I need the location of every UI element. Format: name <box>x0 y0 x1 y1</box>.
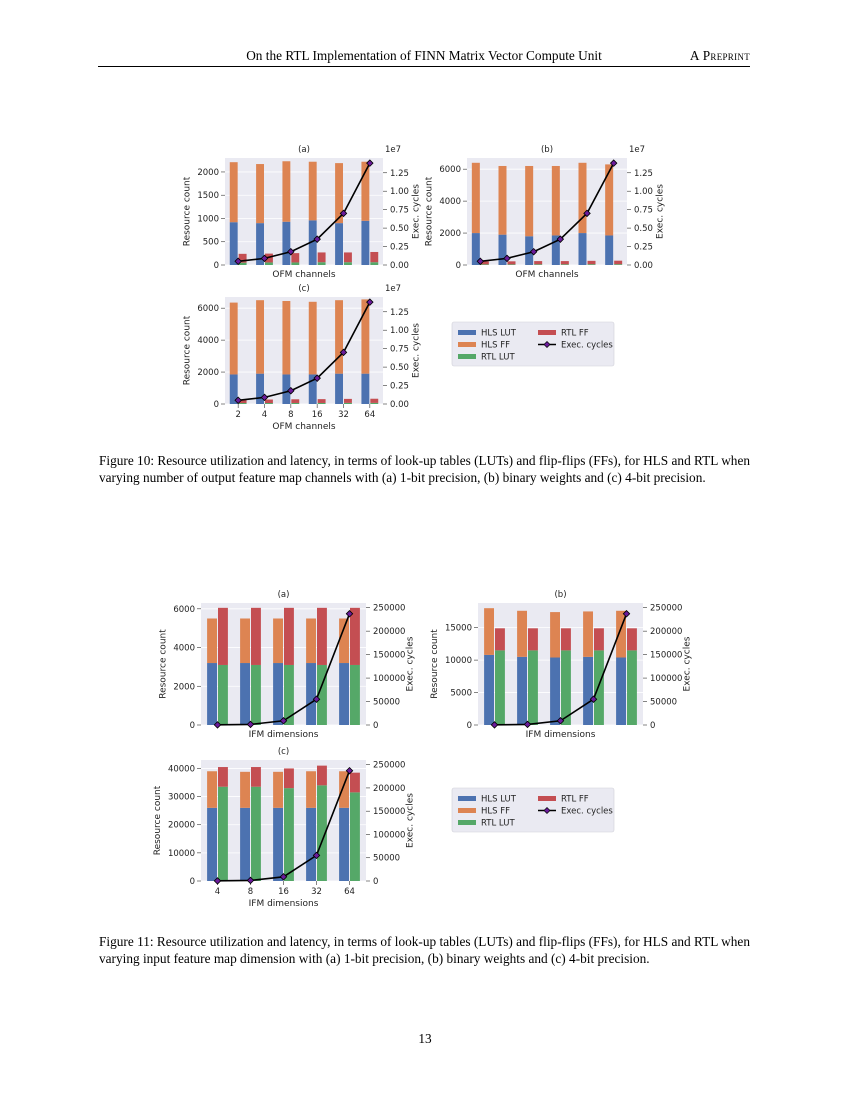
fig11-chart-b-bar-hls-lut <box>484 655 494 725</box>
fig11-chart-c-ytick-label: 0 <box>189 877 195 887</box>
fig11-chart-c-bar-hls-lut <box>240 808 250 881</box>
fig11-chart-b-y2tick-label: 0 <box>650 721 656 731</box>
page-number: 13 <box>418 1031 432 1046</box>
fig10-chart-c-bar-rtl-ff <box>318 399 326 403</box>
fig11-chart-b-bar-hls-lut <box>517 657 527 725</box>
fig10-chart-b-panel-title: (b) <box>540 145 554 155</box>
fig10-chart-a-ytick-label: 500 <box>202 237 219 248</box>
fig10-chart-b-bar-rtl-ff <box>588 261 596 264</box>
fig11-chart-b-bar-rtl-lut <box>627 650 637 725</box>
fig11-chart-c-panel-title: (c) <box>277 747 290 757</box>
fig10-chart-a-y2tick-label: 0.50 <box>390 224 409 235</box>
fig11-chart-a-bar-rtl-ff <box>317 608 327 665</box>
fig11-chart-b-ytick-label: 10000 <box>444 656 472 667</box>
fig10-chart-a <box>182 145 421 280</box>
fig11-chart-a-bar-rtl-ff <box>218 608 228 665</box>
fig11-chart-b-bar-hls-lut <box>616 658 626 725</box>
fig11-chart-a-y2tick-label: 250000 <box>373 603 406 614</box>
fig10-chart-b-bar-rtl-lut <box>481 264 489 265</box>
fig11-chart-b-bar-rtl-ff <box>627 628 637 650</box>
fig10-legend-label-exec: Exec. cycles <box>561 340 613 351</box>
fig10-chart-b-bar-rtl-ff <box>534 261 542 264</box>
fig11-chart-b-bar-rtl-ff <box>528 628 538 650</box>
fig10-chart-b-y2label: Exec. cycles <box>655 184 666 239</box>
fig11-chart-b-bar-rtl-ff <box>594 628 604 650</box>
fig11-chart-c-y2tick-label: 150000 <box>373 807 406 818</box>
fig10-legend-swatch-hls_lut <box>458 330 476 335</box>
fig11-chart-a-bar-hls-ff <box>240 618 250 663</box>
fig10-chart-c-y2-exponent: 1e7 <box>385 284 402 294</box>
fig10-chart-a-bar-hls-ff <box>282 161 290 221</box>
fig10-chart-a-bar-rtl-lut <box>370 262 378 265</box>
fig11-chart-a-ytick-label: 4000 <box>173 643 195 654</box>
fig11-chart-c-ytick-label: 40000 <box>167 764 195 775</box>
fig11-legend-label-hls_lut: HLS LUT <box>481 794 516 805</box>
fig11-chart-a <box>158 590 415 740</box>
fig11-chart-c-xtick-label: 32 <box>311 887 322 897</box>
fig10-chart-a-y2tick-label: 0.25 <box>390 242 409 253</box>
fig11-chart-a-bar-hls-ff <box>273 618 283 663</box>
fig10-chart-a-bar-rtl-lut <box>291 262 299 265</box>
fig11-chart-a-bar-rtl-ff <box>251 608 261 665</box>
fig10-chart-b-bar-hls-ff <box>552 166 560 235</box>
fig11-chart-c-y2tick-label: 0 <box>373 877 379 887</box>
fig11-chart-b-bar-hls-ff <box>517 611 527 657</box>
fig10-chart-a-bar-hls-ff <box>230 162 238 222</box>
fig11-chart-c-y2tick-label: 200000 <box>373 783 406 794</box>
fig11-chart-b-y2tick-label: 100000 <box>650 674 683 685</box>
fig11-chart-b-bar-rtl-lut <box>528 650 538 725</box>
fig11-chart-a-ytick-label: 6000 <box>173 604 195 615</box>
fig11-chart-a-bar-hls-ff <box>339 618 349 663</box>
fig10-chart-b-bar-hls-ff <box>605 164 613 235</box>
fig11-chart-a-ylabel: Resource count <box>158 629 169 699</box>
fig11-chart-a-bar-hls-lut <box>306 663 316 725</box>
fig11-chart-a-y2tick-label: 0 <box>373 721 379 731</box>
fig10-chart-a-bar-hls-lut <box>230 222 238 265</box>
fig10-chart-b-y2tick-label: 0.00 <box>634 261 653 271</box>
fig10-chart-c-ytick-label: 6000 <box>197 304 219 315</box>
fig10-legend-label-hls_ff: HLS FF <box>481 340 511 351</box>
fig10-chart-b-ylabel: Resource count <box>424 176 435 247</box>
fig11-chart-c-bar-hls-ff <box>240 772 250 808</box>
fig10-chart-b-ytick-label: 4000 <box>439 197 461 208</box>
fig11-chart-a-bar-hls-lut <box>339 663 349 725</box>
fig10-legend-swatch-rtl_lut <box>458 354 476 359</box>
fig11-chart-c-bar-rtl-lut <box>350 792 360 881</box>
fig11-chart-c-bar-hls-ff <box>306 771 316 808</box>
fig11-chart-c-bar-rtl-ff <box>218 767 228 787</box>
fig10-chart-c-ylabel: Resource count <box>182 315 193 386</box>
fig10-chart-b-y2tick-label: 1.00 <box>634 187 653 198</box>
fig10-chart-a-xlabel: OFM channels <box>272 270 336 280</box>
fig10-chart-b-xlabel: OFM channels <box>515 270 579 280</box>
fig11-chart-a-bar-hls-ff <box>207 618 217 663</box>
fig11-legend-label-rtl_ff: RTL FF <box>561 794 589 805</box>
fig11-chart-a-bar-hls-lut <box>240 663 250 725</box>
fig10-chart-c-bar-hls-ff <box>335 300 343 373</box>
fig11-chart-c <box>153 747 415 909</box>
figure-11-charts <box>0 585 850 915</box>
fig10-chart-a-bar-rtl-lut <box>265 262 273 265</box>
fig10-chart-c-xtick-label: 8 <box>288 410 294 420</box>
fig10-chart-c-ytick-label: 0 <box>213 400 219 410</box>
fig10-legend-label-hls_lut: HLS LUT <box>481 328 516 339</box>
fig11-chart-a-bar-rtl-lut <box>218 665 228 725</box>
fig10-chart-c-bar-rtl-lut <box>239 403 247 404</box>
fig10-legend <box>452 322 614 366</box>
fig10-chart-b-bar-hls-lut <box>579 233 587 265</box>
fig11-chart-c-ytick-label: 10000 <box>167 848 195 859</box>
fig11-chart-c-y2tick-label: 250000 <box>373 760 406 771</box>
fig11-legend-label-exec: Exec. cycles <box>561 806 613 817</box>
fig10-chart-b-bar-rtl-lut <box>534 264 542 265</box>
fig10-chart-c-y2tick-label: 0.00 <box>390 400 409 410</box>
fig10-chart-c-bar-rtl-lut <box>370 403 378 404</box>
fig10-chart-c-bar-hls-ff <box>230 303 238 375</box>
fig10-chart-a-y2tick-label: 0.00 <box>390 261 409 271</box>
fig11-chart-b-bar-rtl-lut <box>561 650 571 725</box>
fig11-chart-b-ytick-label: 0 <box>466 721 472 731</box>
fig10-chart-b-bar-hls-ff <box>525 166 533 236</box>
fig11-chart-c-bar-rtl-lut <box>251 787 261 881</box>
fig10-chart-c-bar-hls-lut <box>256 374 264 404</box>
fig11-chart-b-bar-rtl-lut <box>495 650 505 725</box>
fig10-chart-b-bar-rtl-lut <box>508 264 516 265</box>
fig11-legend-swatch-rtl_ff <box>538 796 556 801</box>
fig10-chart-a-y2tick-label: 1.25 <box>390 168 409 179</box>
fig10-chart-b-y2tick-label: 0.50 <box>634 224 653 235</box>
fig10-legend-swatch-hls_ff <box>458 342 476 347</box>
fig10-chart-a-plot-area <box>225 158 383 265</box>
fig11-chart-c-bar-rtl-ff <box>284 768 294 788</box>
fig11-chart-c-xlabel: IFM dimensions <box>248 899 319 909</box>
fig11-chart-c-bar-hls-lut <box>339 808 349 881</box>
fig10-chart-c-bar-hls-ff <box>256 300 264 373</box>
fig10-chart-c-y2tick-label: 1.00 <box>390 326 409 337</box>
fig10-chart-c-plot-area <box>225 297 383 404</box>
fig11-chart-b-bar-hls-lut <box>550 658 560 725</box>
fig10-chart-c-xtick-label: 16 <box>311 410 323 420</box>
fig10-chart-a-bar-rtl-ff <box>318 252 326 262</box>
fig10-chart-b-bar-hls-ff <box>579 163 587 233</box>
fig10-chart-a-y2-exponent: 1e7 <box>385 145 402 155</box>
fig11-chart-c-bar-rtl-lut <box>284 788 294 881</box>
fig11-chart-b-ylabel: Resource count <box>430 629 440 699</box>
preprint-label: A Preprint <box>689 48 750 63</box>
figure-11-caption: Figure 11: Resource utilization and latency, in terms of look-up tables (LUTs) and flip-flips (FFs), for HLS and RTL when varying input feature map dimension with (a) 1-bit precision, (b) binary weights and (c) 4-bit precision. <box>99 934 750 966</box>
fig11-legend-swatch-hls_lut <box>458 796 476 801</box>
fig11-chart-b-y2tick-label: 200000 <box>650 627 683 638</box>
fig10-chart-c-bar-rtl-lut <box>265 403 273 404</box>
fig11-legend-label-hls_ff: HLS FF <box>481 806 511 817</box>
fig10-chart-c-y2tick-label: 1.25 <box>390 307 409 318</box>
fig11-chart-c-bar-hls-lut <box>306 808 316 881</box>
fig11-legend-swatch-rtl_lut <box>458 820 476 825</box>
fig10-chart-b-plot-area <box>467 158 627 265</box>
fig10-chart-a-ytick-label: 0 <box>213 261 219 271</box>
fig11-chart-a-ytick-label: 2000 <box>173 682 195 693</box>
fig10-chart-b-ytick-label: 0 <box>455 261 461 271</box>
fig11-chart-c-xtick-label: 16 <box>278 887 289 897</box>
fig10-chart-b-ytick-label: 6000 <box>439 165 461 176</box>
fig10-legend-swatch-rtl_ff <box>538 330 556 335</box>
fig11-chart-b-bar-hls-ff <box>484 608 494 655</box>
fig11-chart-b-bar-hls-lut <box>583 657 593 725</box>
fig10-chart-b-bar-hls-ff <box>472 163 480 233</box>
fig10-chart-a-y2label: Exec. cycles <box>411 184 422 239</box>
running-title: On the RTL Implementation of FINN Matrix Vector Compute Unit <box>246 48 602 63</box>
fig11-chart-b-y2tick-label: 50000 <box>650 697 678 708</box>
fig11-legend-label-rtl_lut: RTL LUT <box>481 818 515 829</box>
fig10-chart-b <box>424 145 665 280</box>
fig10-chart-b-y2-exponent: 1e7 <box>629 145 646 155</box>
figure-10-caption: Figure 10: Resource utilization and latency, in terms of look-up tables (LUTs) and flip-flips (FFs), for HLS and RTL when varying number of output feature map channels with (a) 1-bit precision, (b) binary weights and (c) 4-bit precision. <box>99 453 750 485</box>
fig11-chart-a-bar-rtl-ff <box>350 608 360 665</box>
fig11-chart-c-ytick-label: 20000 <box>167 820 195 831</box>
fig11-chart-b-y2tick-label: 250000 <box>650 603 683 614</box>
fig11-chart-c-xtick-label: 8 <box>247 887 254 897</box>
fig10-chart-c-xtick-label: 64 <box>364 410 376 420</box>
fig11-chart-a-y2label: Exec. cycles <box>405 636 416 692</box>
fig11-chart-a-y2tick-label: 200000 <box>373 627 406 638</box>
fig11-chart-c-bar-rtl-ff <box>251 767 261 787</box>
page-header <box>98 46 750 67</box>
fig11-chart-b-bar-rtl-ff <box>561 628 571 650</box>
fig11-chart-c-xtick-label: 4 <box>214 887 221 897</box>
fig10-chart-a-bar-hls-ff <box>309 162 317 221</box>
fig10-chart-c-y2label: Exec. cycles <box>411 323 422 378</box>
fig11-chart-c-bar-rtl-ff <box>350 773 360 793</box>
fig10-chart-c-bar-hls-ff <box>309 302 317 375</box>
fig10-chart-b-bar-rtl-ff <box>614 261 622 265</box>
fig11-chart-b <box>430 590 692 740</box>
fig11-chart-b-xlabel: IFM dimensions <box>525 730 596 740</box>
fig11-chart-c-y2tick-label: 50000 <box>373 853 401 864</box>
fig10-chart-b-ytick-label: 2000 <box>439 229 461 240</box>
fig10-chart-c-bar-hls-lut <box>361 374 369 404</box>
fig11-chart-c-y2tick-label: 100000 <box>373 830 406 841</box>
fig10-chart-a-bar-hls-ff <box>256 164 264 223</box>
fig10-chart-c-xtick-label: 32 <box>338 410 349 420</box>
fig10-chart-a-ylabel: Resource count <box>182 176 193 247</box>
fig11-chart-c-bar-rtl-ff <box>317 766 327 786</box>
fig10-chart-b-y2tick-label: 0.25 <box>634 242 653 253</box>
fig11-chart-c-ylabel: Resource count <box>153 785 163 856</box>
fig11-chart-b-bar-hls-ff <box>550 612 560 657</box>
fig10-chart-c-bar-rtl-ff <box>265 400 273 404</box>
fig10-chart-c-ytick-label: 4000 <box>197 336 219 347</box>
fig10-chart-a-bar-hls-lut <box>335 223 343 265</box>
fig10-chart-b-bar-rtl-ff <box>508 261 516 264</box>
fig11-chart-a-bar-rtl-lut <box>251 665 261 725</box>
fig10-chart-c-bar-rtl-lut <box>291 403 299 404</box>
fig10-chart-b-bar-rtl-ff <box>561 261 569 264</box>
fig10-chart-c-y2tick-label: 0.50 <box>390 363 409 374</box>
fig10-chart-a-bar-rtl-ff <box>344 252 352 262</box>
fig10-chart-a-y2tick-label: 0.75 <box>390 205 409 216</box>
fig10-chart-a-panel-title: (a) <box>298 145 310 155</box>
fig11-chart-a-bar-rtl-lut <box>350 665 360 725</box>
fig10-chart-c-panel-title: (c) <box>298 284 310 294</box>
fig10-chart-c-y2tick-label: 0.75 <box>390 344 409 355</box>
fig10-chart-b-bar-rtl-lut <box>588 264 596 265</box>
fig11-chart-a-bar-hls-lut <box>273 663 283 725</box>
fig10-chart-c-ytick-label: 2000 <box>197 368 219 379</box>
fig10-legend-label-rtl_ff: RTL FF <box>561 328 589 339</box>
fig10-chart-b-y2tick-label: 0.75 <box>634 205 653 216</box>
fig10-chart-a-ytick-label: 1000 <box>197 214 219 225</box>
fig10-chart-c-bar-rtl-lut <box>318 403 326 404</box>
fig11-chart-b-y2label: Exec. cycles <box>682 636 693 692</box>
fig10-chart-b-bar-hls-ff <box>499 166 507 235</box>
fig11-chart-c-bar-hls-ff <box>207 771 217 808</box>
fig11-chart-b-ytick-label: 5000 <box>450 688 472 699</box>
fig11-chart-a-y2tick-label: 50000 <box>373 697 401 708</box>
fig11-chart-b-bar-rtl-lut <box>594 650 604 725</box>
fig11-chart-b-ytick-label: 15000 <box>444 623 472 634</box>
fig10-chart-a-ytick-label: 1500 <box>197 191 219 202</box>
fig11-chart-a-panel-title: (a) <box>277 590 290 600</box>
fig10-chart-c-y2tick-label: 0.25 <box>390 381 409 392</box>
fig11-chart-b-bar-rtl-ff <box>495 628 505 650</box>
fig11-chart-c-bar-rtl-lut <box>218 787 228 881</box>
fig10-chart-c-bar-rtl-ff <box>291 399 299 403</box>
fig10-chart-c-bar-rtl-ff <box>370 399 378 403</box>
fig10-chart-a-bar-rtl-lut <box>318 262 326 265</box>
fig11-chart-a-ytick-label: 0 <box>189 721 195 731</box>
fig10-chart-c-bar-hls-lut <box>335 374 343 404</box>
fig11-legend-swatch-hls_ff <box>458 808 476 813</box>
fig11-chart-b-bar-hls-ff <box>583 611 593 656</box>
fig10-chart-a-bar-hls-lut <box>361 221 369 265</box>
fig10-chart-c-xlabel: OFM channels <box>272 422 336 432</box>
figure-10-charts <box>0 140 850 435</box>
fig10-chart-c-bar-rtl-ff <box>344 399 352 403</box>
fig10-chart-a-ytick-label: 2000 <box>197 167 219 178</box>
fig11-chart-c-bar-hls-ff <box>273 772 283 808</box>
fig11-legend <box>452 788 614 832</box>
fig10-chart-a-y2tick-label: 1.00 <box>390 187 409 198</box>
fig11-chart-a-bar-rtl-ff <box>284 608 294 665</box>
fig10-chart-b-bar-hls-lut <box>605 235 613 265</box>
fig10-chart-a-bar-hls-lut <box>282 222 290 265</box>
fig10-chart-b-bar-rtl-lut <box>561 264 569 265</box>
fig10-chart-a-bar-rtl-ff <box>370 252 378 262</box>
fig11-chart-a-bar-rtl-lut <box>284 665 294 725</box>
fig10-chart-c-bar-rtl-lut <box>344 403 352 404</box>
fig11-chart-a-xlabel: IFM dimensions <box>248 730 319 740</box>
fig10-chart-c <box>182 284 421 432</box>
fig11-chart-c-ytick-label: 30000 <box>167 792 195 803</box>
fig11-chart-c-bar-hls-lut <box>273 808 283 881</box>
fig11-chart-b-panel-title: (b) <box>554 590 567 600</box>
fig11-chart-b-y2tick-label: 150000 <box>650 650 683 661</box>
fig10-chart-b-bar-rtl-lut <box>614 264 622 265</box>
fig10-chart-b-bar-hls-lut <box>499 235 507 265</box>
fig11-chart-c-y2label: Exec. cycles <box>405 793 416 848</box>
fig10-chart-c-xtick-label: 4 <box>261 410 268 420</box>
fig11-chart-a-bar-hls-lut <box>207 663 217 725</box>
fig11-chart-a-bar-hls-ff <box>306 618 316 663</box>
fig11-chart-a-y2tick-label: 150000 <box>373 650 406 661</box>
fig11-chart-a-y2tick-label: 100000 <box>373 674 406 685</box>
fig10-chart-c-xtick-label: 2 <box>235 410 241 420</box>
fig11-chart-c-bar-hls-lut <box>207 808 217 881</box>
fig10-chart-a-bar-rtl-ff <box>291 253 299 262</box>
fig11-chart-c-xtick-label: 64 <box>344 887 355 897</box>
fig10-chart-b-y2tick-label: 1.25 <box>634 168 653 179</box>
fig10-chart-a-bar-rtl-lut <box>344 262 352 265</box>
fig10-chart-c-bar-hls-ff <box>282 301 290 374</box>
fig10-legend-label-rtl_lut: RTL LUT <box>481 352 515 363</box>
